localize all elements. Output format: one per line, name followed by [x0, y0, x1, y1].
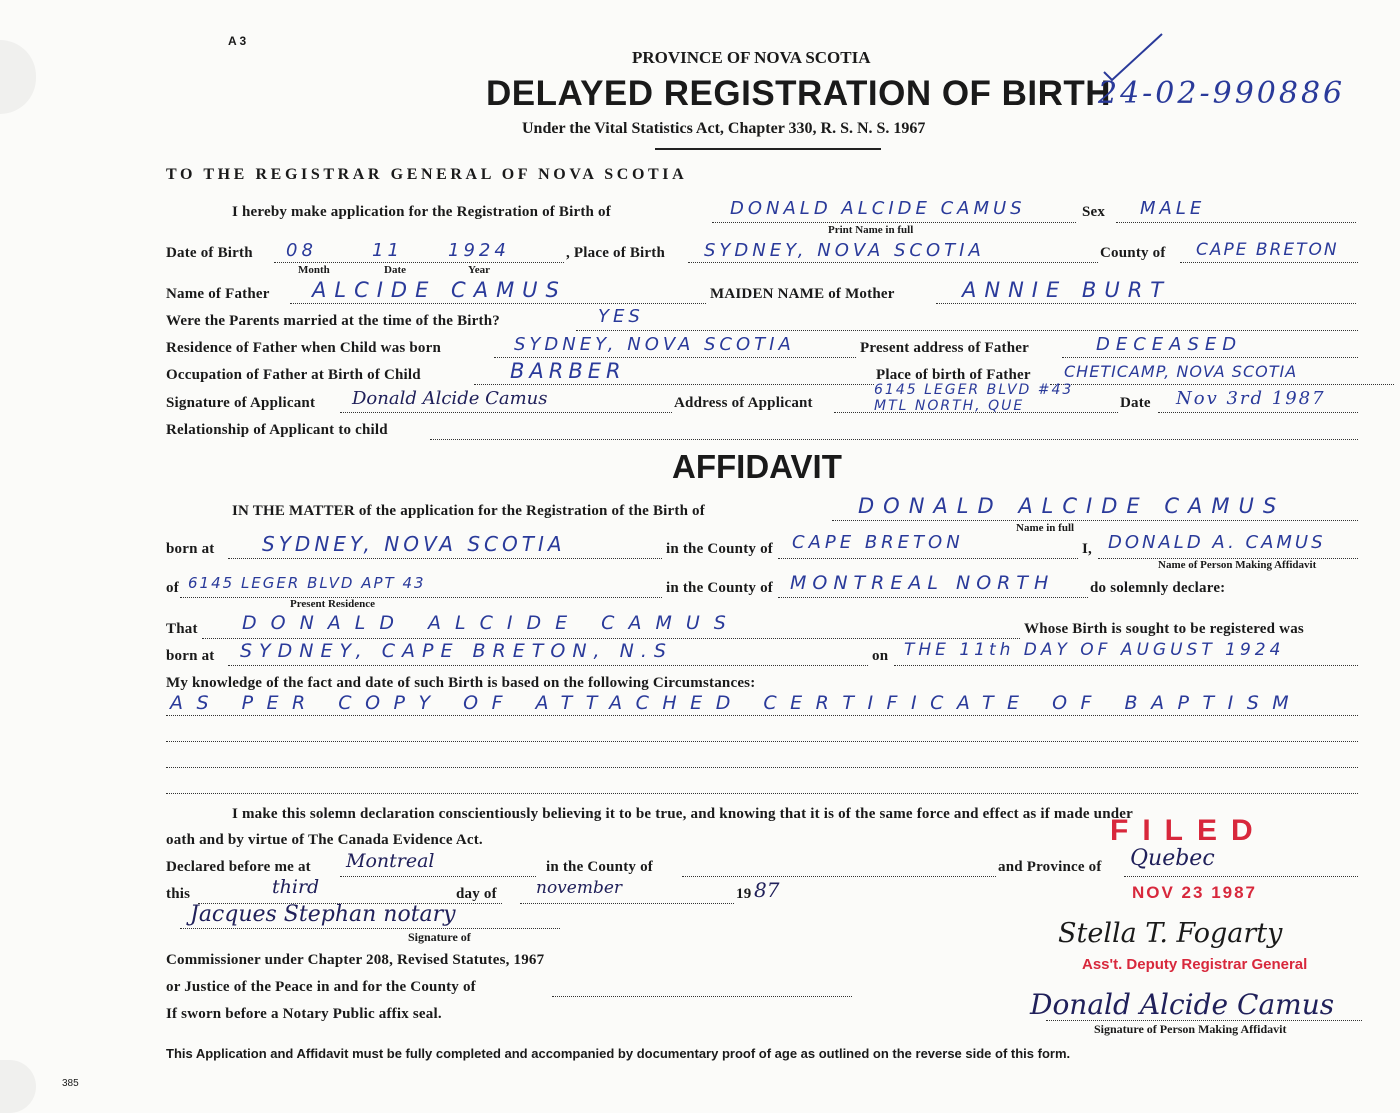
present-address-label: Present address of Father	[860, 340, 1030, 356]
form-code: A 3	[228, 34, 247, 48]
married-value: YES	[598, 306, 644, 327]
name-in-full-caption: Name in full	[1016, 522, 1075, 534]
address-label: Address of Applicant	[674, 395, 813, 411]
that-value: DONALD ALCIDE CAMUS	[242, 612, 740, 634]
knowledge-label: My knowledge of the fact and date of such Birth is based on the following Circumstances:	[166, 675, 756, 691]
sex-label: Sex	[1082, 204, 1106, 220]
matter-name: DONALD ALCIDE CAMUS	[858, 494, 1286, 518]
declared-place: Montreal	[346, 850, 435, 872]
father-birthplace-value: CHETICAMP, NOVA SCOTIA	[1064, 362, 1298, 381]
affiant-caption: Name of Person Making Affidavit	[1158, 559, 1317, 571]
father-value: ALCIDE CAMUS	[312, 278, 567, 302]
married-label: Were the Parents married at the time of the Birth?	[166, 313, 500, 329]
sex-value: MALE	[1140, 198, 1206, 219]
form-subtitle: Under the Vital Statistics Act, Chapter 330, R. S. N. S. 1967	[522, 120, 926, 137]
registrar-title: Ass't. Deputy Registrar General	[1082, 956, 1308, 973]
on-value: THE 11th DAY OF AUGUST 1924	[904, 640, 1285, 660]
signature-of-caption: Signature of	[408, 930, 471, 944]
applicant-signature: Donald Alcide Camus	[352, 388, 548, 409]
born-at-label: born at	[166, 541, 215, 557]
mother-label: MAIDEN NAME of Mother	[710, 286, 895, 302]
affidavit-heading: AFFIDAVIT	[672, 448, 842, 485]
year-prefix: 19	[736, 886, 752, 902]
year-caption: Year	[468, 264, 490, 276]
month-caption: Month	[298, 264, 330, 276]
footer-note: This Application and Affidavit must be fully completed and accompanied by documentary proof of age as outlined on the reverse side of this form.	[166, 1046, 1071, 1061]
affiant-signature: Donald Alcide Camus	[1030, 988, 1335, 1021]
province-label: and Province of	[998, 859, 1102, 875]
born-at2-value: SYDNEY, CAPE BRETON, N.S	[240, 640, 673, 662]
place-value: SYDNEY, NOVA SCOTIA	[704, 240, 985, 261]
intro-label: I hereby make application for the Registration of Birth of	[232, 204, 611, 220]
father-birthplace-label: Place of birth of Father	[876, 367, 1031, 383]
province-value: Quebec	[1130, 846, 1215, 871]
dob-label: Date of Birth	[166, 245, 253, 261]
matter-intro: IN THE MATTER of the application for the Registration of the Birth of	[232, 503, 705, 519]
i-label: I,	[1082, 541, 1092, 557]
on-label: on	[872, 648, 889, 664]
born-at2-label: born at	[166, 648, 215, 664]
footer-code: 385	[62, 1078, 79, 1089]
addressee: TO THE REGISTRAR GENERAL OF NOVA SCOTIA	[166, 166, 688, 183]
affiant-name: DONALD A. CAMUS	[1108, 532, 1326, 553]
address-line-1: 6145 LEGER BLVD #43	[874, 382, 1074, 398]
commissioner-text: Commissioner under Chapter 208, Revised Statutes, 1967	[166, 952, 545, 968]
county2-value: MONTREAL NORTH	[790, 572, 1055, 594]
occupation-label: Occupation of Father at Birth of Child	[166, 367, 421, 383]
year-value: 87	[754, 878, 780, 902]
date-label: Date	[1120, 395, 1151, 411]
residence-label: Residence of Father when Child was born	[166, 340, 442, 356]
circumstances-value: AS PER COPY OF ATTACHED CERTIFICATE OF BAPTISM	[170, 692, 1303, 714]
day-of-value: november	[536, 878, 623, 898]
declare-label: do solemnly declare:	[1090, 580, 1226, 596]
declaration-line-2: oath and by virtue of The Canada Evidence Act.	[166, 832, 483, 848]
notary-signature: Jacques Stephan notary	[190, 902, 456, 927]
declaration-line-1: I make this solemn declaration conscientiously believing it to be true, and knowing that it is of the same force and effect as if made under	[232, 806, 1134, 822]
check-mark	[1100, 30, 1170, 85]
notary-seal-text: If sworn before a Notary Public affix seal.	[166, 1006, 442, 1022]
of-label: of	[166, 580, 179, 596]
day-of-label: day of	[456, 886, 497, 902]
registration-number: 24-02-990886	[1098, 76, 1346, 111]
punch-hole	[0, 1060, 36, 1113]
county-of-value: CAPE BRETON	[792, 532, 964, 553]
application-date: Nov 3rd 1987	[1176, 388, 1326, 409]
declared-label: Declared before me at	[166, 859, 311, 875]
child-name: DONALD ALCIDE CAMUS	[730, 198, 1026, 219]
present-residence-caption: Present Residence	[290, 598, 376, 610]
punch-hole	[0, 40, 36, 114]
address-line-2: MTL NORTH, QUE	[874, 398, 1025, 414]
justice-text: or Justice of the Peace in and for the County of	[166, 979, 476, 995]
residence-value: 6145 LEGER BLVD APT 43	[188, 574, 426, 592]
this-value: third	[272, 876, 320, 898]
occupation-value: BARBER	[510, 359, 626, 383]
signature-label: Signature of Applicant	[166, 395, 316, 411]
whose-label: Whose Birth is sought to be registered was	[1024, 621, 1304, 637]
county-label: County of	[1100, 245, 1166, 261]
print-name-caption: Print Name in full	[828, 224, 914, 236]
county-value: CAPE BRETON	[1196, 240, 1339, 260]
this-label: this	[166, 886, 191, 902]
filed-stamp: FILED	[1110, 814, 1267, 847]
form-title: DELAYED REGISTRATION OF BIRTH	[486, 74, 1112, 113]
mother-value: ANNIE BURT	[962, 278, 1172, 302]
stamp-date: NOV 23 1987	[1132, 883, 1258, 902]
county3-label: in the County of	[546, 859, 653, 875]
relationship-label: Relationship of Applicant to child	[166, 422, 388, 438]
dob-date: 11	[372, 240, 403, 261]
date-caption: Date	[384, 264, 406, 276]
place-label: , Place of Birth	[566, 245, 666, 261]
dob-year: 1924	[448, 240, 510, 261]
province-heading: PROVINCE OF NOVA SCOTIA	[632, 48, 871, 67]
born-at-value: SYDNEY, NOVA SCOTIA	[262, 532, 566, 556]
title-rule	[655, 148, 881, 150]
registrar-signature: Stella T. Fogarty	[1058, 918, 1283, 949]
county-of-label: in the County of	[666, 541, 773, 557]
that-label: That	[166, 621, 198, 637]
present-address-value: DECEASED	[1096, 334, 1243, 355]
father-label: Name of Father	[166, 286, 270, 302]
county2-label: in the County of	[666, 580, 773, 596]
dob-month: 08	[286, 240, 317, 261]
affiant-signature-caption: Signature of Person Making Affidavit	[1094, 1022, 1287, 1036]
residence-value: SYDNEY, NOVA SCOTIA	[514, 334, 795, 355]
